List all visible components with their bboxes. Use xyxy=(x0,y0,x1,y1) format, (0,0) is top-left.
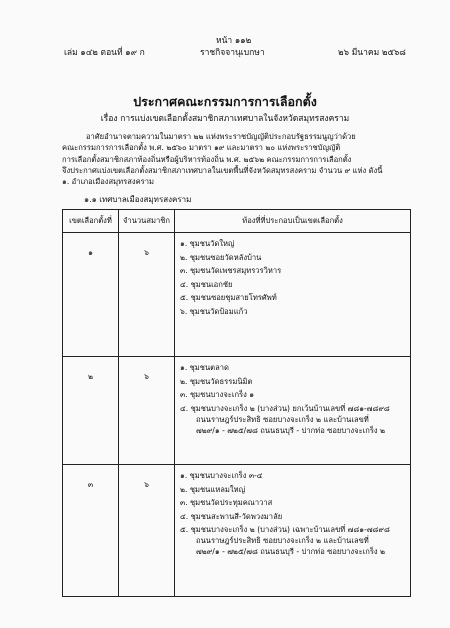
place-line: ๔. ชุมชนสะพานสี-วัดพวงมาลัย xyxy=(180,511,283,521)
place-item xyxy=(180,264,407,278)
member-count: ๖ xyxy=(119,357,175,465)
zone-places xyxy=(175,465,411,597)
page-number: หน้า ๑๑๒ xyxy=(216,36,252,46)
place-item xyxy=(180,510,407,524)
member-count: ๖ xyxy=(119,233,175,357)
intro-paragraph xyxy=(62,131,412,187)
place-line: ๓. ชุมชนวัดประทุมคณาวาส xyxy=(180,498,273,507)
place-item xyxy=(180,375,407,389)
place-line: ๓. ชุมชนวัดเพชรสมุทรวรวิหาร xyxy=(180,266,282,275)
intro-line: จึงประกาศแบ่งเขตเลือกตั้งสมาชิกสภาเทศบาลในเขตพื้นที่จังหวัดสมุทรสงคราม จำนวน ๙ แห่ง ดังนี้ xyxy=(62,165,383,175)
col-header-members: จำนวนสมาชิก xyxy=(119,210,175,233)
place-item xyxy=(180,523,407,557)
zone-places xyxy=(175,357,411,465)
place-line: ๑. ชุมชนตลาด xyxy=(180,363,229,372)
member-count: ๖ xyxy=(119,465,175,597)
table-row xyxy=(63,233,411,357)
col-header-places: ท้องที่ที่ประกอบเป็นเขตเลือกตั้ง xyxy=(175,210,411,233)
announcement-subject: เรื่อง การแบ่งเขตเลือกตั้งสมาชิกสภาเทศบาลในจังหวัดสมุทรสงคราม xyxy=(100,114,350,124)
zone-number: ๓ xyxy=(63,465,119,597)
place-continuation: ถนนราษฎร์ประสิทธิ ซอยบางจะเกร็ง ๒ และบ้านเลขที่ xyxy=(196,414,369,424)
place-item xyxy=(180,483,407,497)
place-item xyxy=(180,402,407,436)
place-line: ๖. ชุมชนวัดป้อมแก้ว xyxy=(180,306,248,316)
zone-table xyxy=(62,209,411,597)
place-line: ๒. ชุมชนวัดธรรมนิมิต xyxy=(180,376,253,386)
section-heading: ๑.๑ เทศบาลเมืองสมุทรสงคราม xyxy=(84,195,192,204)
place-line: ๓. ชุมชนบางจะเกร็ง ๑ xyxy=(180,390,255,399)
place-item xyxy=(180,291,407,305)
place-continuation: ๗๒๙/๑ - ๗๒๕/๗๘ ถนนธนบุรี - ปากท่อ ซอยบางจะเกร็ง ๒ xyxy=(196,425,386,435)
place-item xyxy=(180,469,407,483)
place-continuation: ถนนราษฎร์ประสิทธิ ซอยบางจะเกร็ง ๒ และบ้านเลขที่ xyxy=(196,536,369,545)
place-line: ๒. ชุมชนแหลมใหญ่ xyxy=(180,484,246,494)
zone-number: ๒ xyxy=(63,357,119,465)
place-item xyxy=(180,305,407,319)
gazette-volume: เล่ม ๑๔๒ ตอนที่ ๑๙ ก xyxy=(64,48,145,58)
table-header-row xyxy=(63,210,411,233)
place-line: ๔. ชุมชนเอกชัย xyxy=(180,279,233,289)
col-header-zone: เขตเลือกตั้งที่ xyxy=(63,210,119,233)
gazette-date: ๒๖ มีนาคม ๒๕๖๘ xyxy=(338,48,406,58)
place-item xyxy=(180,361,407,375)
table-row xyxy=(63,465,411,597)
place-line: ๔. ชุมชนบางจะเกร็ง ๒ (บางส่วน) ยกเว้นบ้านเลขที่ ๗๘๑-๗๘๙๘ xyxy=(180,403,390,413)
place-item xyxy=(180,496,407,510)
zone-places xyxy=(175,233,411,357)
intro-line: คณะกรรมการการเลือกตั้ง พ.ศ. ๒๕๖๐ มาตรา ๑๙ และมาตรา ๒๐ แห่งพระราชบัญญัติ xyxy=(62,143,341,153)
intro-line: ๑. อำเภอเมืองสมุทรสงคราม xyxy=(62,177,155,187)
announcement-title: ประกาศคณะกรรมการการเลือกตั้ง xyxy=(133,94,317,109)
intro-line: อาศัยอำนาจตามความในมาตรา ๒๒ แห่งพระราชบัญญัติประกอบรัฐธรรมนูญว่าด้วย xyxy=(86,132,356,141)
place-line: ๒. ชุมชนซอยวัดหลังบ้าน xyxy=(180,252,262,262)
place-item xyxy=(180,388,407,402)
place-item xyxy=(180,278,407,292)
place-item xyxy=(180,251,407,265)
place-line: ๕. ชุมชนซอยชุมสายโทรศัพท์ xyxy=(180,293,277,302)
place-line: ๑. ชุมชนบางจะเกร็ง ๓-๔ xyxy=(180,471,263,480)
gazette-name: ราชกิจจานุเบกษา xyxy=(200,48,265,58)
table-row xyxy=(63,357,411,465)
zone-number: ๑ xyxy=(63,233,119,357)
intro-line: การเลือกตั้งสมาชิกสภาท้องถิ่นหรือผู้บริหารท้องถิ่น พ.ศ. ๒๕๖๒ คณะกรรมการการเลือกตั้ง xyxy=(62,154,352,164)
place-continuation: ๗๒๙/๑ - ๗๒๕/๗๘ ถนนธนบุรี - ปากท่อ ซอยบางจะเกร็ง ๒ xyxy=(196,547,386,556)
place-line: ๕. ชุมชนบางจะเกร็ง ๒ (บางส่วน) เฉพาะบ้านเลขที่ ๗๘๑-๗๘๙๘ xyxy=(180,525,390,534)
place-line: ๑. ชุมชนวัดใหญ่ xyxy=(180,239,235,248)
place-item xyxy=(180,237,407,251)
